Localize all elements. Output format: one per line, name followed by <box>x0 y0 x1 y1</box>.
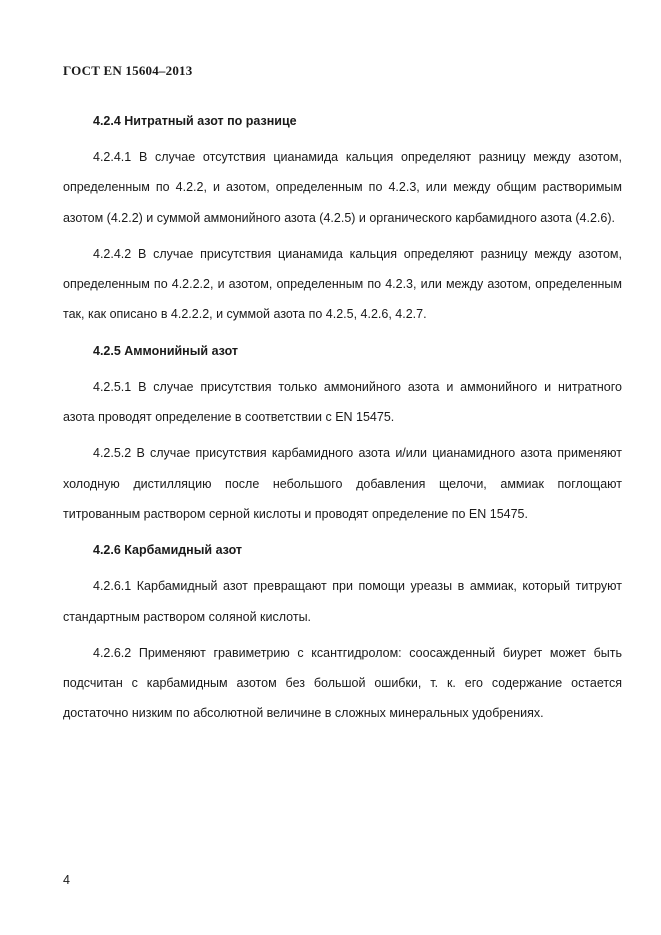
paragraph-4-2-5-2: 4.2.5.2 В случае присутствия карбамидного азота и/или цианамидного азота применяют холодную дистилляцию после небольшого добавления щелочи, аммиак поглощают титрованным раствором серной кислоты и проводят определение по EN 15475. <box>63 446 622 521</box>
paragraph-4-2-6-1: 4.2.6.1 Карбамидный азот превращают при помощи уреазы в аммиак, который титруют стандартным раствором соляной кислоты. <box>63 579 622 624</box>
standard-header: ГОСТ EN 15604–2013 <box>63 63 193 78</box>
section-heading-4-2-5: 4.2.5 Аммонийный азот <box>93 343 239 358</box>
section-heading-4-2-4: 4.2.4 Нитратный азот по разнице <box>93 114 297 128</box>
paragraph-4-2-5-1: 4.2.5.1 В случае присутствия только аммонийного азота и аммонийного и нитратного азота проводят определение в соответствии с EN 15475. <box>63 379 622 425</box>
paragraph-4-2-4-1: 4.2.4.1 В случае отсутствия цианамида кальция определяют разницу между азотом, определенным по 4.2.2, и азотом, определенным по 4.2.3, или между общим растворимым азотом (4.2.2) и суммой аммонийного азота (4.2.5) и органического карбамидного азота (4.2.6). <box>63 150 622 225</box>
paragraph-4-2-4-2: 4.2.4.2 В случае присутствия цианамида кальция определяют разницу между азотом, определенным по 4.2.2.2, и азотом, определенным по 4.2.3, или между азотом, определенным так, как описано в 4.2.2.2, и суммой азота по 4.2.5, 4.2.6, 4.2.7. <box>63 246 622 322</box>
document-body <box>63 106 622 735</box>
page-number: 4 <box>63 873 70 887</box>
section-heading-4-2-6: 4.2.6 Карбамидный азот <box>93 543 243 558</box>
paragraph-4-2-6-2: 4.2.6.2 Применяют гравиметрию с ксантгидролом: соосажденный биурет может быть подсчитан с карбамидным азотом без большой ошибки, т. к. его содержание остается достаточно низким по абсолютной величине в сложных минеральных удобрениях. <box>63 645 622 721</box>
